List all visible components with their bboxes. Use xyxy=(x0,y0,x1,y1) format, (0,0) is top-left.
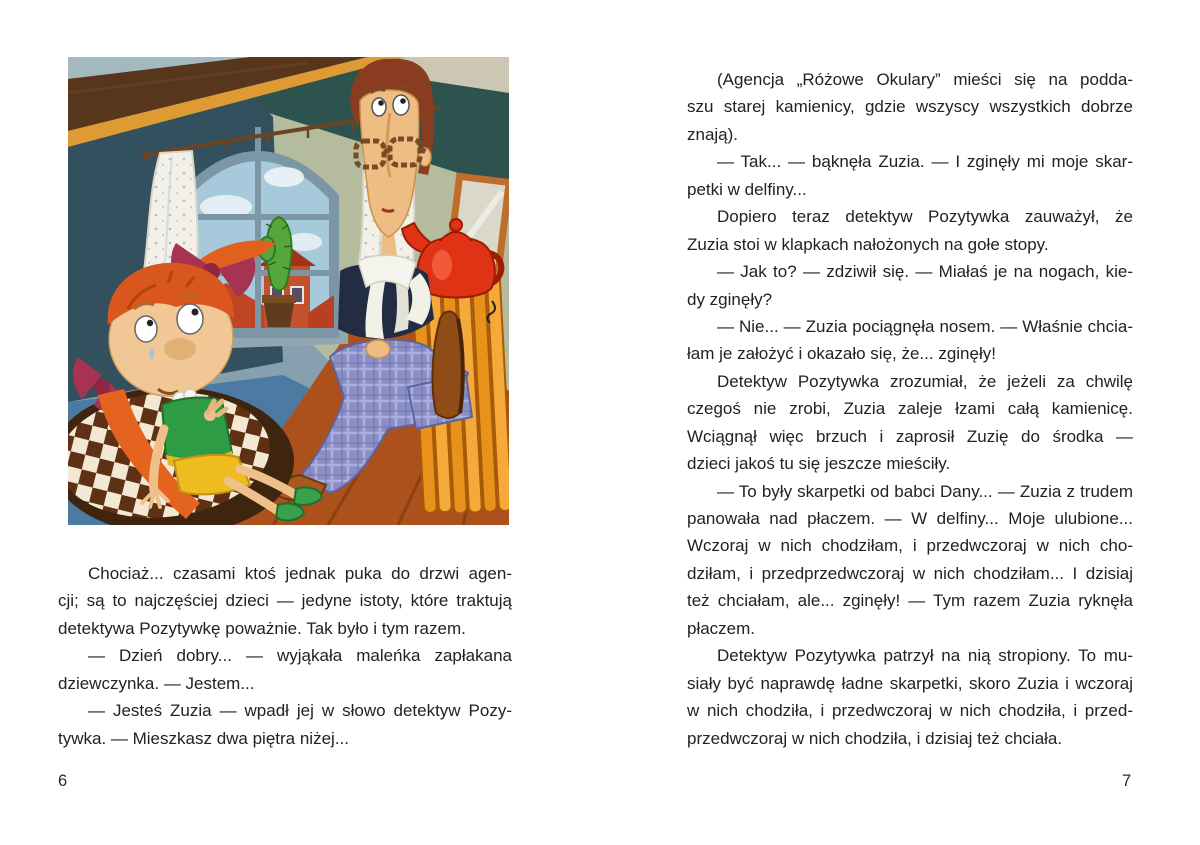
detective-hand xyxy=(366,340,390,358)
text-line: Wczoraj w nich chodziłam, i przedwczoraj w nich cho- xyxy=(687,536,1133,556)
left-page-text xyxy=(58,560,512,752)
text-line: dy zginęły? xyxy=(687,289,773,309)
text-line: siały być naprawdę ładne skarpetki, skoro Zuzia i wczoraj xyxy=(687,673,1133,693)
text-line: Zuzia stoi w klapkach nałożonych na gołe stopy. xyxy=(687,234,1049,254)
text-line: płaczem. xyxy=(687,618,756,638)
text-line: — To były skarpetki od babci Dany... — Zuzia z trudem xyxy=(717,481,1133,501)
illustration xyxy=(68,57,509,525)
text-line: — Dzień dobry... — wyjąkała maleńka zapłakana xyxy=(88,646,512,666)
text-line: Detektyw Pozytywka patrzył na nią stropiony. To mu- xyxy=(717,646,1133,666)
text-line: detektywa Pozytywkę poważnie. Tak było i tym razem. xyxy=(58,618,466,638)
text-line: tywka. — Mieszkasz dwa piętra niżej... xyxy=(58,728,349,748)
text-line: czegoś nie zrobi, Zuzia zaleje łzami całą kamienicę. xyxy=(687,399,1133,419)
page-number-left: 6 xyxy=(58,772,68,790)
text-line: dziewczynka. — Jestem... xyxy=(58,673,255,693)
text-line: (Agencja „Różowe Okulary” mieści się na podda- xyxy=(717,70,1133,89)
text-line: Dopiero teraz detektyw Pozytywka zauważył, że xyxy=(717,207,1133,227)
text-line: petki w delfiny... xyxy=(687,179,807,199)
green-vest xyxy=(162,398,232,461)
text-line: przedwczoraj w nich chodziła, i dzisiaj też chciała. xyxy=(687,728,1063,748)
text-line: — Nie... — Zuzia pociągnęła nosem. — Właśnie chcia- xyxy=(717,316,1133,336)
text-line: też chciałam, ale... zginęły! — Tym razem Zuzia ryknęła xyxy=(687,591,1133,611)
text-line: dzieci jakoś tu się jeszcze mieściły. xyxy=(687,454,951,474)
text-line: — Tak... — bąknęła Zuzia. — I zginęły mi moje skar- xyxy=(717,152,1133,172)
page-number-right: 7 xyxy=(1122,772,1132,790)
text-line: — Jesteś Zuzia — wpadł jej w słowo detektyw Pozy- xyxy=(88,701,512,721)
text-line: Chociaż... czasami ktoś jednak puka do drzwi agen- xyxy=(88,564,512,583)
text-line: znają). xyxy=(687,124,739,144)
text-line: cji; są to najczęściej dzieci — jedyne istoty, które traktują xyxy=(58,591,512,611)
text-line: Wciągnął więc brzuch i zaprosił Zuzię do środka — xyxy=(687,426,1133,446)
text-line: w nich chodziła, i przedwczoraj w nich chodziła, i przed- xyxy=(687,701,1133,721)
text-line: Detektyw Pozytywka zrozumiał, że jeżeli za chwilę xyxy=(717,371,1133,391)
right-page-text xyxy=(687,66,1133,752)
text-line: panowała nad płaczem. — W delfiny... Moje ulubione... xyxy=(687,509,1133,528)
text-line: — Jak to? — zdziwił się. — Miałaś je na nogach, kie- xyxy=(717,262,1133,282)
text-line: szu starej kamienicy, gdzie wszyscy wszystkich dobrze xyxy=(687,97,1133,117)
text-line: łam je założyć i okazało się, że... zginęły! xyxy=(687,344,996,364)
text-line: dziłam, i przedprzedwczoraj w nich chodziłam... I dzisiaj xyxy=(687,563,1133,583)
